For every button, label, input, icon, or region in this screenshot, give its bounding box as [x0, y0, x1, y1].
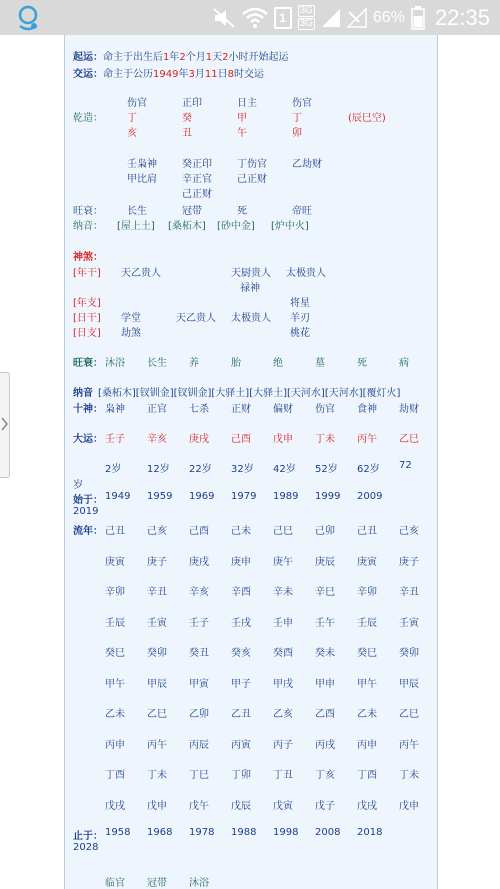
- zhiyu-year: 1998: [273, 827, 299, 838]
- liunian-cell: 庚戌: [189, 556, 209, 568]
- shishen-value: 劫财: [399, 404, 419, 415]
- liunian-cell: 庚申: [231, 556, 251, 568]
- liunian-cell: 辛亥: [189, 587, 209, 598]
- liunian-cell: 甲戌: [273, 678, 293, 690]
- shensha-item: 天乙贵人: [121, 268, 161, 279]
- zhiyu-year: 1988: [231, 827, 257, 838]
- app-notification-icon: [14, 4, 42, 32]
- shiyu-label: 始于：: [73, 495, 103, 506]
- liunian-cell: 壬辰: [357, 617, 377, 629]
- status-bar: [0, 0, 500, 35]
- shensha-item: 劫煞: [121, 328, 141, 339]
- liunian-cell: 庚子: [399, 556, 419, 568]
- liunian-cell: 丙戌: [315, 739, 335, 751]
- jiaoyun-text: 时交运: [233, 69, 264, 80]
- dayun-age: 22岁: [189, 464, 212, 475]
- liunian-cell: 辛酉: [231, 587, 251, 598]
- chevron-right-icon: [1, 417, 8, 431]
- ten-god-year: 伤官: [127, 98, 147, 109]
- jiaoyun-text: 年: [178, 69, 189, 80]
- ten-god-hour: 伤官: [292, 98, 312, 109]
- shishen-value: 偏财: [273, 404, 293, 415]
- hidden-stem: 壬枭神: [127, 159, 157, 170]
- wangshuai2-value: 死: [357, 358, 367, 369]
- sim-slot-icon: 1: [274, 7, 292, 29]
- stem-year: 丁: [127, 113, 137, 124]
- shiyu-tail: 2019: [73, 506, 99, 517]
- liunian-cell: 辛卯: [105, 587, 125, 598]
- dayun-age-tail: 岁: [73, 480, 83, 491]
- nayin-value: [炉中火]: [271, 221, 309, 232]
- liunian-cell: 己酉: [189, 526, 209, 537]
- shishen-label: 十神：: [73, 404, 103, 415]
- dayun-value: 丙午: [357, 434, 377, 445]
- ten-god-month: 正印: [182, 98, 202, 109]
- shensha-nian-zhi-label: [年支]: [73, 298, 101, 309]
- qianzao-label: 乾造：: [73, 113, 103, 124]
- shiyu-years-row: [65, 491, 437, 505]
- liunian-cell: 戊申: [147, 800, 167, 812]
- liunian-cell: 丙辰: [189, 739, 209, 751]
- jiaoyun-year: 1949: [153, 69, 179, 80]
- wifi-icon: [242, 7, 268, 29]
- liunian-cell: 癸未: [315, 648, 335, 659]
- liunian-cell: 乙丑: [231, 709, 251, 720]
- dayun-age: 12岁: [147, 464, 170, 475]
- qiyun-hours: 2: [222, 52, 229, 63]
- stem-hour: 丁: [292, 113, 302, 124]
- shensha-nian-gan-label: [年干]: [73, 268, 101, 279]
- liunian-cell: 辛丑: [399, 587, 419, 598]
- liunian-cell: 乙巳: [147, 709, 167, 720]
- shiyu-year: 2009: [357, 491, 383, 502]
- wangshuai2-value: 养: [189, 358, 199, 369]
- liunian-cell: 戊寅: [273, 800, 293, 812]
- liunian-cell: 庚寅: [357, 556, 377, 568]
- liunian-cell: 丙申: [105, 739, 125, 751]
- liunian-cell: 癸亥: [231, 648, 251, 659]
- dayun-value: 丁未: [315, 434, 335, 445]
- hidden-stem: 辛正官: [182, 174, 212, 185]
- liunian-cell: 丙子: [273, 739, 293, 751]
- dayun-row: [65, 430, 437, 444]
- liunian-cell: 己丑: [357, 526, 377, 537]
- liunian-cell: 庚子: [147, 556, 167, 568]
- liunian-cell: 壬申: [273, 617, 293, 629]
- liunian-cell: 庚寅: [105, 556, 125, 568]
- liunian-cell: 己未: [231, 526, 251, 537]
- liunian-cell: 戊辰: [231, 800, 251, 812]
- liunian-cell: 丁亥: [315, 770, 335, 781]
- shensha-item: 天厨贵人: [231, 268, 271, 279]
- liunian-cell: 乙亥: [273, 709, 293, 720]
- dayun-age: 32岁: [231, 464, 254, 475]
- stem-month: 癸: [182, 113, 192, 124]
- liunian-cell: 乙未: [357, 709, 377, 720]
- qiyun-months: 2: [179, 52, 186, 63]
- battery-icon: [411, 6, 425, 30]
- liunian-cell: 己丑: [105, 526, 125, 537]
- qiyun-days: 1: [205, 52, 213, 63]
- liunian-cell: 丁丑: [273, 770, 293, 781]
- qiyun-text: 命主于出生后: [103, 52, 163, 63]
- dayun-age: 62岁: [357, 464, 380, 475]
- liunian-cell: 乙巳: [399, 709, 419, 720]
- zhiyu-year: 1968: [147, 827, 173, 838]
- liunian-cell: 壬午: [315, 617, 335, 629]
- bazi-result-panel: [64, 35, 438, 889]
- liunian-cell: 癸酉: [273, 648, 293, 659]
- hidden-stem: 己正财: [182, 189, 212, 200]
- wangshuai-value: 冠带: [182, 206, 202, 217]
- dayun-value: 己酉: [231, 434, 251, 445]
- wangshuai2-value: 墓: [315, 358, 325, 369]
- dayun-value: 戊申: [273, 434, 293, 445]
- liunian-cell: 庚辰: [315, 556, 335, 568]
- branch-month: 丑: [182, 128, 192, 139]
- hidden-stem: 乙劫财: [292, 159, 322, 170]
- shishen-value: 枭神: [105, 404, 125, 415]
- bottom-cell: 临官: [105, 878, 125, 889]
- wangshuai2-value: 沐浴: [105, 358, 125, 369]
- liunian-cell: 丁酉: [357, 770, 377, 781]
- hidden-stem: 甲比肩: [127, 174, 157, 185]
- shishen-value: 正财: [231, 404, 251, 415]
- dayun-label: 大运：: [73, 434, 103, 445]
- jiaoyun-text: 命主于公历: [103, 69, 153, 80]
- liunian-cell: 癸卯: [399, 648, 419, 659]
- shishen-row: [65, 400, 437, 414]
- liunian-cell: 己亥: [147, 526, 167, 537]
- liunian-cell: 丁未: [147, 770, 167, 781]
- nayin2-label: 纳音: [73, 388, 93, 399]
- shiyu-year: 1949: [105, 491, 131, 502]
- liunian-cell: 癸卯: [147, 648, 167, 659]
- liunian-cell: 戊戌: [105, 800, 125, 812]
- jiaoyun-text: 日: [217, 69, 228, 80]
- qiyun-label: 起运：: [73, 52, 103, 63]
- dayun-value: 壬子: [105, 434, 125, 445]
- liunian-cell: 辛卯: [357, 587, 377, 598]
- shensha-item: 天乙贵人: [176, 313, 216, 324]
- liunian-cell: 己卯: [315, 526, 335, 537]
- stem-day: 甲: [237, 113, 247, 124]
- shiyu-year: 1999: [315, 491, 341, 502]
- branch-year: 亥: [127, 128, 137, 139]
- wangshuai-value: 帝旺: [292, 206, 312, 217]
- jiaoyun-hour: 8: [227, 69, 234, 80]
- wangshuai2-value: 长生: [147, 358, 167, 369]
- jiaoyun-month: 3: [188, 69, 195, 80]
- liunian-cell: 甲申: [315, 678, 335, 690]
- shensha-item: 学堂: [121, 313, 141, 324]
- shensha-ri-zhi-label: [日支]: [73, 328, 101, 339]
- qiyun-text: 个月: [185, 52, 206, 63]
- shiyu-year: 1989: [273, 491, 299, 502]
- zhiyu-year: 2018: [357, 827, 383, 838]
- signal-no-service-icon: [347, 8, 367, 28]
- liunian-cell: 乙卯: [189, 709, 209, 720]
- shensha-item: 桃花: [290, 328, 310, 339]
- liunian-cell: 戊子: [315, 800, 335, 812]
- bottom-cell: 沐浴: [189, 878, 209, 889]
- hidden-stem: 丁伤官: [237, 159, 267, 170]
- shensha-item: 禄神: [240, 283, 260, 294]
- shensha-item: 太极贵人: [231, 313, 271, 324]
- shiyu-year: 1969: [189, 491, 215, 502]
- dayun-age: 2岁: [105, 464, 122, 475]
- wangshuai2-value: 胎: [231, 358, 241, 369]
- liunian-cell: 壬辰: [105, 617, 125, 629]
- liunian-cell: 辛丑: [147, 587, 167, 598]
- liunian-cell: 己巳: [273, 526, 293, 537]
- wangshuai-label: 旺衰：: [73, 206, 103, 217]
- liunian-cell: 丙午: [399, 739, 419, 751]
- branch-hour: 卯: [292, 128, 302, 139]
- zhiyu-year: 1958: [105, 827, 131, 838]
- nayin-label: 纳音：: [73, 221, 103, 232]
- qiyun-text: 小时开始起运: [228, 52, 289, 63]
- wangshuai2-value: 病: [399, 358, 409, 369]
- zhiyu-year: 2008: [315, 827, 341, 838]
- liunian-cell: 癸巳: [105, 648, 125, 659]
- kong-wang: (辰巳空): [348, 113, 386, 124]
- nayin-value: [屋上土]: [117, 221, 155, 232]
- dayun-value: 辛亥: [147, 434, 167, 445]
- wangshuai2-row: [65, 354, 437, 368]
- ten-god-day: 日主: [237, 98, 257, 109]
- liunian-cell: 戊戌: [357, 800, 377, 812]
- zhiyu-year: 1978: [189, 827, 215, 838]
- shishen-value: 正官: [147, 404, 167, 415]
- liunian-cell: 丁卯: [231, 770, 251, 781]
- liunian-cell: 乙未: [105, 709, 125, 720]
- liunian-cell: 丙申: [357, 739, 377, 751]
- qiyun-text: 天: [212, 52, 223, 63]
- liunian-cell: 甲午: [357, 678, 377, 690]
- zhiyu-label: 止于：: [73, 831, 103, 842]
- qiyun-text: 年: [169, 52, 180, 63]
- jiaoyun-day: 11: [204, 69, 218, 80]
- shensha-item: 太极贵人: [286, 268, 326, 279]
- liunian-cell: 甲寅: [189, 678, 209, 690]
- shishen-value: 七杀: [189, 404, 209, 415]
- liunian-cell: 戊午: [189, 800, 209, 812]
- liunian-cell: 甲子: [231, 678, 251, 690]
- shiyu-year: 1959: [147, 491, 173, 502]
- wangshuai-value: 长生: [127, 206, 147, 217]
- liunian-cell: 庚午: [273, 556, 293, 568]
- liunian-cell: 壬寅: [147, 617, 167, 629]
- wangshuai2-value: 绝: [273, 358, 283, 369]
- liunian-cell: 戊申: [399, 800, 419, 812]
- side-panel-handle[interactable]: [0, 372, 10, 478]
- dayun-value: 乙巳: [399, 434, 419, 445]
- shensha-item: 羊刃: [290, 313, 310, 324]
- mute-icon: [212, 7, 236, 29]
- liunian-cell: 丙午: [147, 739, 167, 751]
- liunian-cell: 丙寅: [231, 739, 251, 751]
- liunian-label: 流年：: [73, 526, 103, 537]
- liunian-grid: [65, 522, 437, 812]
- dayun-age: 52岁: [315, 464, 338, 475]
- shensha-ri-gan-label: [日干]: [73, 313, 101, 324]
- liunian-cell: 癸巳: [357, 648, 377, 659]
- nayin-value: [桑柘木]: [168, 221, 206, 232]
- liunian-cell: 甲辰: [399, 678, 419, 690]
- liunian-cell: 己亥: [399, 526, 419, 537]
- hidden-stem: 癸正印: [182, 159, 212, 170]
- liunian-cell: 癸丑: [189, 648, 209, 659]
- zhiyu-tail: 2028: [73, 842, 99, 853]
- shiyu-year: 1979: [231, 491, 257, 502]
- qiyun-years: 1: [163, 52, 170, 63]
- jiaoyun-line: [73, 62, 264, 81]
- wangshuai2-label: 旺衰：: [73, 358, 103, 369]
- shishen-value: 食神: [357, 404, 377, 415]
- jiaoyun-label: 交运：: [73, 69, 103, 80]
- bottom-cell: 冠带: [147, 878, 167, 889]
- nayin-value: [砂中金]: [217, 221, 255, 232]
- battery-percentage: 66%: [372, 8, 405, 26]
- liunian-cell: 丁酉: [105, 770, 125, 781]
- dayun-ages-row: [65, 460, 437, 474]
- zhiyu-years-row: [65, 827, 437, 841]
- hidden-stem: 己正财: [237, 174, 267, 185]
- liunian-cell: 乙酉: [315, 709, 335, 720]
- liunian-cell: 辛巳: [315, 587, 335, 598]
- liunian-cell: 壬戌: [231, 617, 251, 629]
- branch-day: 午: [237, 128, 247, 139]
- nayin2-values: [桑柘木][钗钏金][钗钏金][大驿土][大驿土][天河水][天河水][覆灯火]: [98, 388, 401, 399]
- liunian-cell: 辛未: [273, 587, 293, 598]
- liunian-cell: 丁巳: [189, 770, 209, 781]
- dayun-age: 42岁: [273, 464, 296, 475]
- clock: 22:35: [434, 4, 490, 30]
- liunian-cell: 壬寅: [399, 617, 419, 629]
- wangshuai-value: 死: [237, 206, 247, 217]
- shensha-item: 将星: [290, 298, 310, 309]
- network-3g-indicator: 3G 3G: [299, 5, 313, 29]
- liunian-cell: 甲午: [105, 678, 125, 690]
- liunian-cell: 丁未: [399, 770, 419, 781]
- dayun-value: 庚戌: [189, 434, 209, 445]
- signal-icon: [321, 8, 341, 28]
- liunian-cell: 壬子: [189, 617, 209, 629]
- liunian-cell: 甲辰: [147, 678, 167, 690]
- dayun-age: 72: [399, 460, 412, 471]
- shishen-value: 伤官: [315, 404, 335, 415]
- jiaoyun-text: 月: [194, 69, 205, 80]
- shensha-label: 神煞：: [73, 252, 103, 263]
